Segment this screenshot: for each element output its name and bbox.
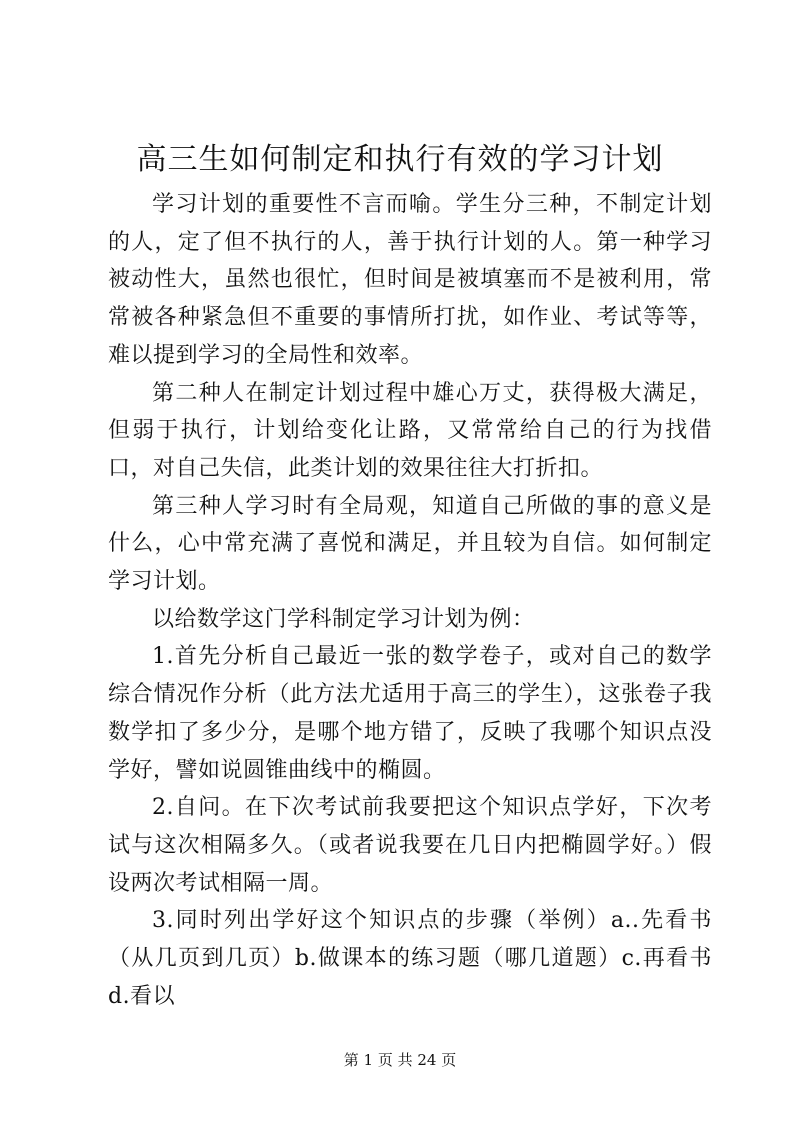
paragraph-7: 3.同时列出学好这个知识点的步骤（举例）a..先看书（从几页到几页）b.做课本的练习题（哪几道题）c.再看书 d.看以 <box>108 908 712 1009</box>
document-body <box>108 186 712 1015</box>
paragraph-1: 学习计划的重要性不言而喻。学生分三种，不制定计划的人，定了但不执行的人，善于执行计划的人。第一种学习被动性大，虽然也很忙，但时间是被填塞而不是被利用，常常被各种紧急但不重要的事情所打扰，如作业、考试等等，难以提到学习的全局性和效率。 <box>108 192 712 368</box>
paragraph-5: 1.首先分析自己最近一张的数学卷子，或对自己的数学综合情况作分析（此方法尤适用于高三的学生），这张卷子我数学扣了多少分，是哪个地方错了，反映了我哪个知识点没学好，譬如说圆锥曲线中的椭圆。 <box>108 644 712 783</box>
paragraph-2: 第二种人在制定计划过程中雄心万丈，获得极大满足，但弱于执行，计划给变化让路，又常常给自己的行为找借口，对自己失信，此类计划的效果往往大打折扣。 <box>108 380 712 481</box>
paragraph-6: 2.自问。在下次考试前我要把这个知识点学好，下次考试与这次相隔多久。（或者说我要在几日内把椭圆学好。）假设两次考试相隔一周。 <box>108 795 712 896</box>
page-footer: 第 1 页 共 24 页 <box>343 1051 457 1069</box>
paragraph-4: 以给数学这门学科制定学习计划为例： <box>152 606 535 632</box>
paragraph-3: 第三种人学习时有全局观，知道自己所做的事的意义是什么，心中常充满了喜悦和满足，并且较为自信。如何制定学习计划。 <box>108 493 712 595</box>
document-title: 高三生如何制定和执行有效的学习计划 <box>136 142 664 177</box>
